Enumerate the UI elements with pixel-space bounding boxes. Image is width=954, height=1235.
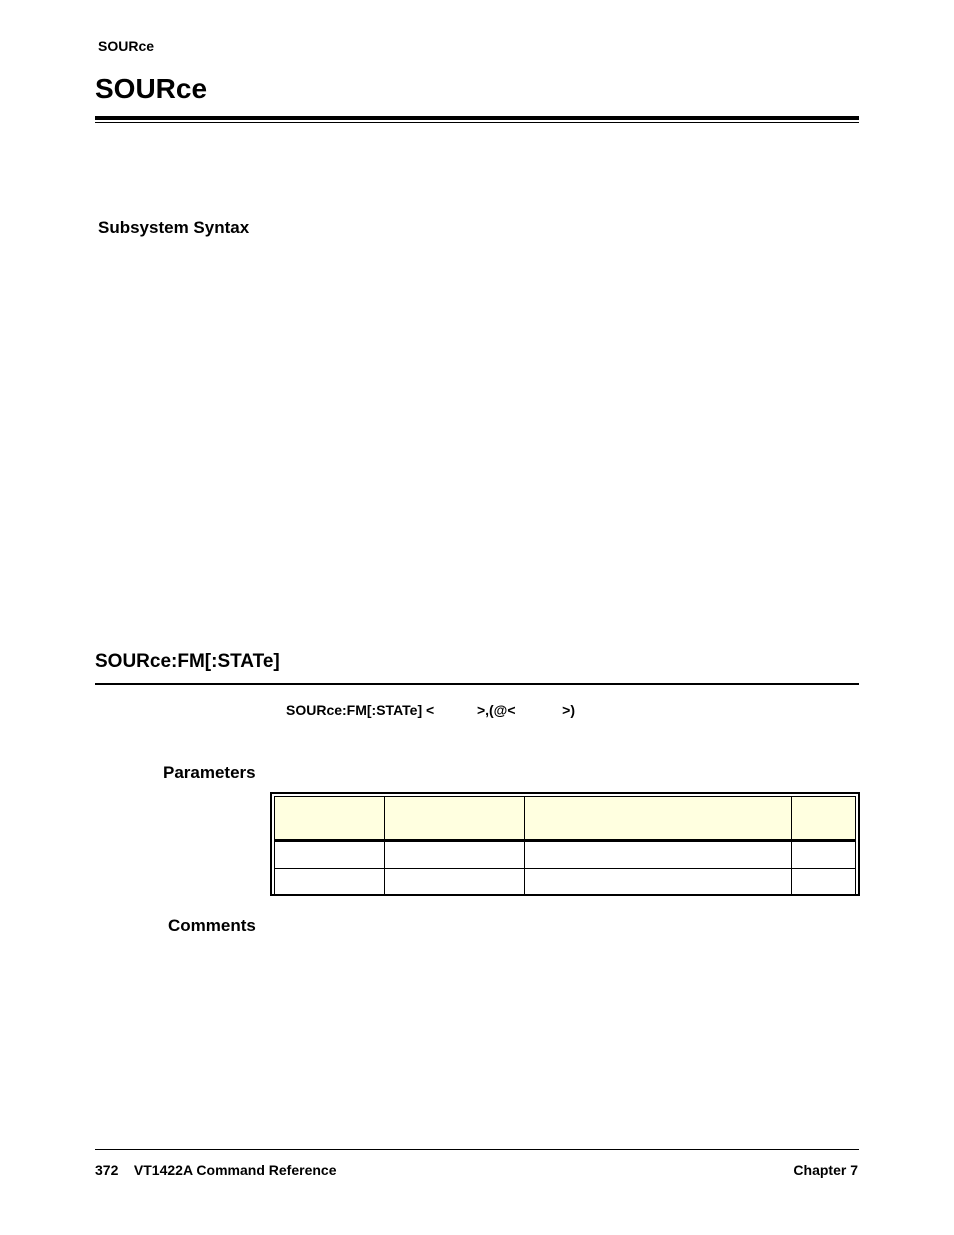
header-cell (524, 797, 791, 841)
running-head: SOURce (98, 38, 155, 54)
table-cell (385, 841, 524, 869)
command-title: SOURce:FM[:STATe] (95, 651, 280, 672)
table-header-row (275, 797, 856, 841)
title-rule-thin (95, 122, 859, 123)
table-cell (275, 869, 385, 896)
footer-chapter: Chapter 7 (793, 1162, 858, 1178)
table-cell (524, 841, 791, 869)
header-cell (792, 797, 856, 841)
command-rule (95, 683, 859, 685)
parameters-heading: Parameters (163, 763, 256, 782)
footer-left (95, 1162, 336, 1178)
table-cell (792, 869, 856, 896)
document-title: VT1422A Command Reference (133, 1162, 337, 1178)
header-cell (385, 797, 524, 841)
table-cell (385, 869, 524, 896)
table-cell (524, 869, 791, 896)
table-row (275, 841, 856, 869)
table-cell (792, 841, 856, 869)
header-cell (275, 797, 385, 841)
title-rule (95, 116, 859, 120)
command-syntax: SOURce:FM[:STATe] < >,(@< >) (286, 702, 576, 718)
subsystem-syntax-heading: Subsystem Syntax (98, 218, 250, 237)
footer-rule (95, 1149, 859, 1150)
page-title: SOURce (95, 73, 208, 104)
table-row (275, 869, 856, 896)
page-number: 372 (95, 1162, 119, 1178)
parameters-table (270, 792, 860, 896)
table-cell (275, 841, 385, 869)
comments-heading: Comments (168, 916, 256, 935)
